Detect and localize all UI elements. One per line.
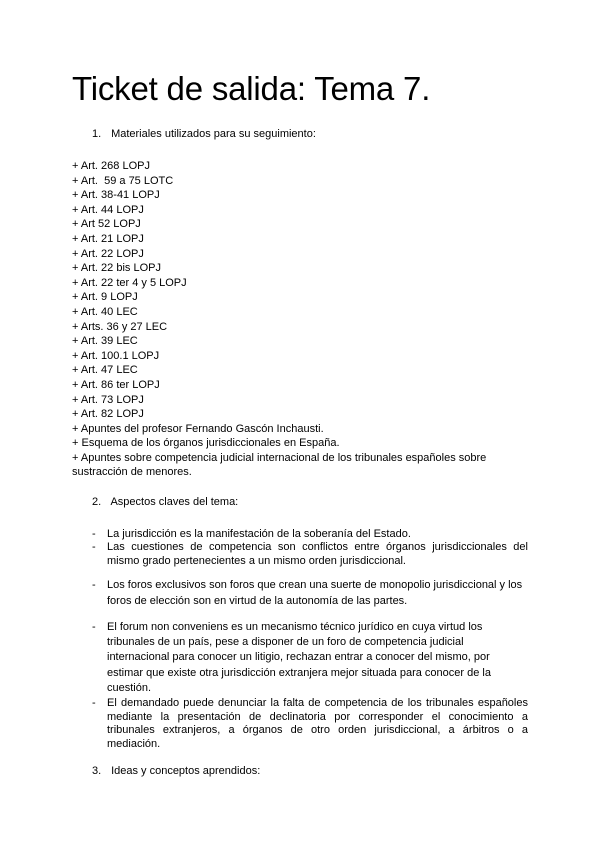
list-item — [92, 541, 528, 568]
materials-list — [72, 159, 542, 480]
list-item: + Art. 47 LEC — [72, 364, 138, 377]
list-item: + Art. 73 LOPJ — [72, 393, 144, 406]
list-item-text: El forum non conveniens es un mecanismo técnico jurídico en cuya virtud los tribunales de un país, pese a disponer de un foro de competencia judicial internacional para conocer un litigio, rechazan entrar a conocer del mismo, por estimar que existe otra jurisdicción extranjera mejor situada para conocer de la cuestión. — [107, 621, 491, 694]
list-item: + Art. 82 LOPJ — [72, 408, 144, 421]
section-heading-ideas — [92, 765, 260, 777]
list-item — [92, 620, 528, 696]
list-item: + Art. 100.1 LOPJ — [72, 349, 160, 362]
list-item-text: Las cuestiones de competencia son conflictos entre órganos jurisdiccionales del mismo grado pertenecientes a un mismo orden jurisdiccional. — [107, 541, 528, 567]
page-title: Ticket de salida: Tema 7. — [72, 70, 431, 107]
list-item: + Art 52 LOPJ — [72, 218, 141, 231]
list-item: + Art. 59 a 75 LOTC — [72, 174, 174, 187]
list-item: + Art. 21 LOPJ — [72, 232, 144, 245]
section-label: Ideas y conceptos aprendidos: — [111, 765, 261, 777]
list-item-text: Los foros exclusivos son foros que crean una suerte de monopolio jurisdiccional y los foros de elección son en virtud de la autonomía de las partes. — [107, 579, 523, 607]
list-item: + Art. 9 LOPJ — [72, 291, 138, 304]
section-number: 1. — [92, 128, 102, 140]
bullet-marker: - — [92, 697, 96, 710]
list-item: + Arts. 36 y 27 LEC — [72, 320, 168, 333]
list-item: + Art. 38-41 LOPJ — [72, 189, 160, 202]
list-item: + Esquema de los órganos jurisdiccionales en España. — [72, 437, 340, 450]
list-item: + Art. 268 LOPJ — [72, 160, 150, 172]
aspects-list — [92, 527, 528, 751]
bullet-marker: - — [92, 528, 96, 540]
list-item — [92, 527, 528, 541]
list-item: + Art. 39 LEC — [72, 335, 138, 348]
list-item: + Apuntes sobre competencia judicial internacional de los tribunales españoles sobre sustracción de menores. — [72, 451, 490, 479]
bullet-marker: - — [92, 579, 96, 591]
section-heading-materials — [92, 128, 316, 140]
list-item: + Art. 22 ter 4 y 5 LOPJ — [72, 276, 187, 289]
bullet-marker: - — [92, 621, 96, 633]
list-item — [92, 577, 528, 609]
list-item: + Art. 86 ter LOPJ — [72, 378, 160, 391]
section-number: 3. — [92, 765, 102, 777]
list-item: + Art. 22 bis LOPJ — [72, 262, 161, 275]
list-item — [92, 697, 528, 751]
list-item: + Art. 44 LOPJ — [72, 203, 144, 216]
section-label: Aspectos claves del tema: — [110, 496, 239, 508]
list-item-text: El demandado puede denunciar la falta de competencia de los tribunales españoles mediante la presentación de declinatoria por corresponder el conocimiento a tribunales extranjeros, a órganos de otro orden jurisdiccional, a árbitros o a mediación. — [107, 697, 528, 750]
list-item: + Art. 22 LOPJ — [72, 247, 144, 260]
list-item-text: La jurisdicción es la manifestación de la soberanía del Estado. — [107, 528, 411, 540]
section-number: 2. — [92, 496, 102, 508]
section-heading-aspects — [92, 496, 238, 508]
list-item: + Art. 40 LEC — [72, 305, 138, 318]
bullet-marker: - — [92, 541, 96, 553]
list-item: + Apuntes del profesor Fernando Gascón Inchausti. — [72, 422, 324, 435]
section-label: Materiales utilizados para su seguimiento: — [111, 128, 316, 140]
